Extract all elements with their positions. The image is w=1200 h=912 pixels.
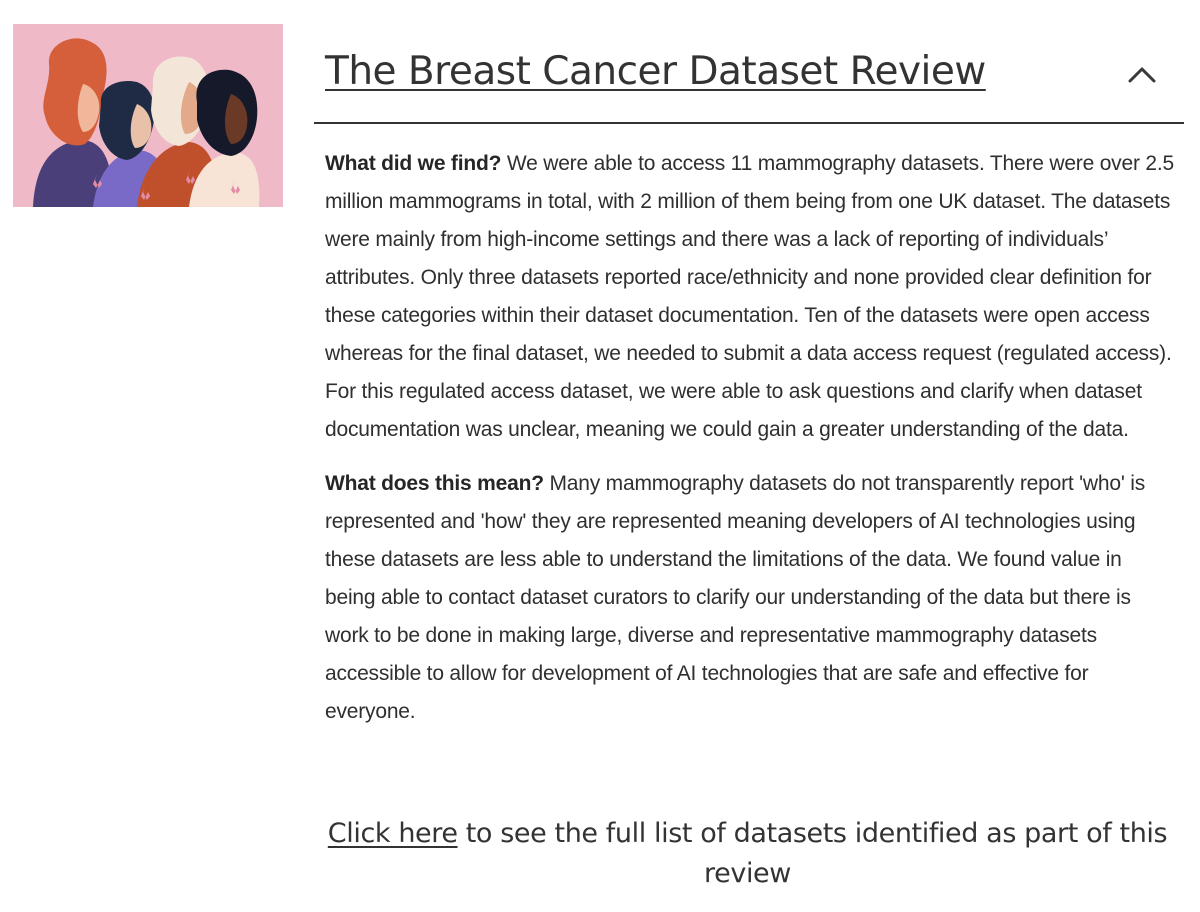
- findings-paragraph: [325, 145, 1175, 449]
- dataset-list-cta: [325, 814, 1170, 894]
- meaning-heading: What does this mean?: [325, 472, 544, 495]
- cta-text: to see the full list of datasets identified as part of this review: [457, 818, 1168, 889]
- thumbnail-image: [13, 24, 283, 207]
- meaning-body: Many mammography datasets do not transparently report 'who' is represented and 'how' they are represented meaning developers of AI technologies using these datasets are less able to understand the limitations of the data. We found value in being able to contact dataset curators to clarify our understanding of the data but there is work to be done in making large, diverse and representative mammography datasets accessible to allow for development of AI technologies that are safe and effective for everyone.: [325, 472, 1146, 723]
- meaning-paragraph: [325, 465, 1175, 731]
- collapse-toggle-button[interactable]: [1122, 54, 1162, 94]
- accordion-header[interactable]: [314, 30, 1184, 124]
- findings-body: We were able to access 11 mammography datasets. There were over 2.5 million mammograms in total, with 2 million of them being from one UK dataset. The datasets were mainly from high-income settings and there was a lack of reporting of individuals’ attributes. Only three datasets reported race/ethnicity and none provided clear definition for these categories within their dataset documentation. Ten of the datasets were open access whereas for the final dataset, we needed to submit a data access request (regulated access). For this regulated access dataset, we were able to ask questions and clarify when dataset documentation was unclear, meaning we could gain a greater understanding of the data.: [325, 152, 1174, 441]
- findings-heading: What did we find?: [325, 152, 502, 175]
- accordion-title[interactable]: The Breast Cancer Dataset Review: [325, 49, 986, 94]
- chevron-up-icon: [1128, 65, 1156, 83]
- click-here-link[interactable]: Click here: [327, 818, 458, 849]
- accordion-content: [325, 145, 1175, 747]
- women-illustration-icon: [13, 24, 283, 207]
